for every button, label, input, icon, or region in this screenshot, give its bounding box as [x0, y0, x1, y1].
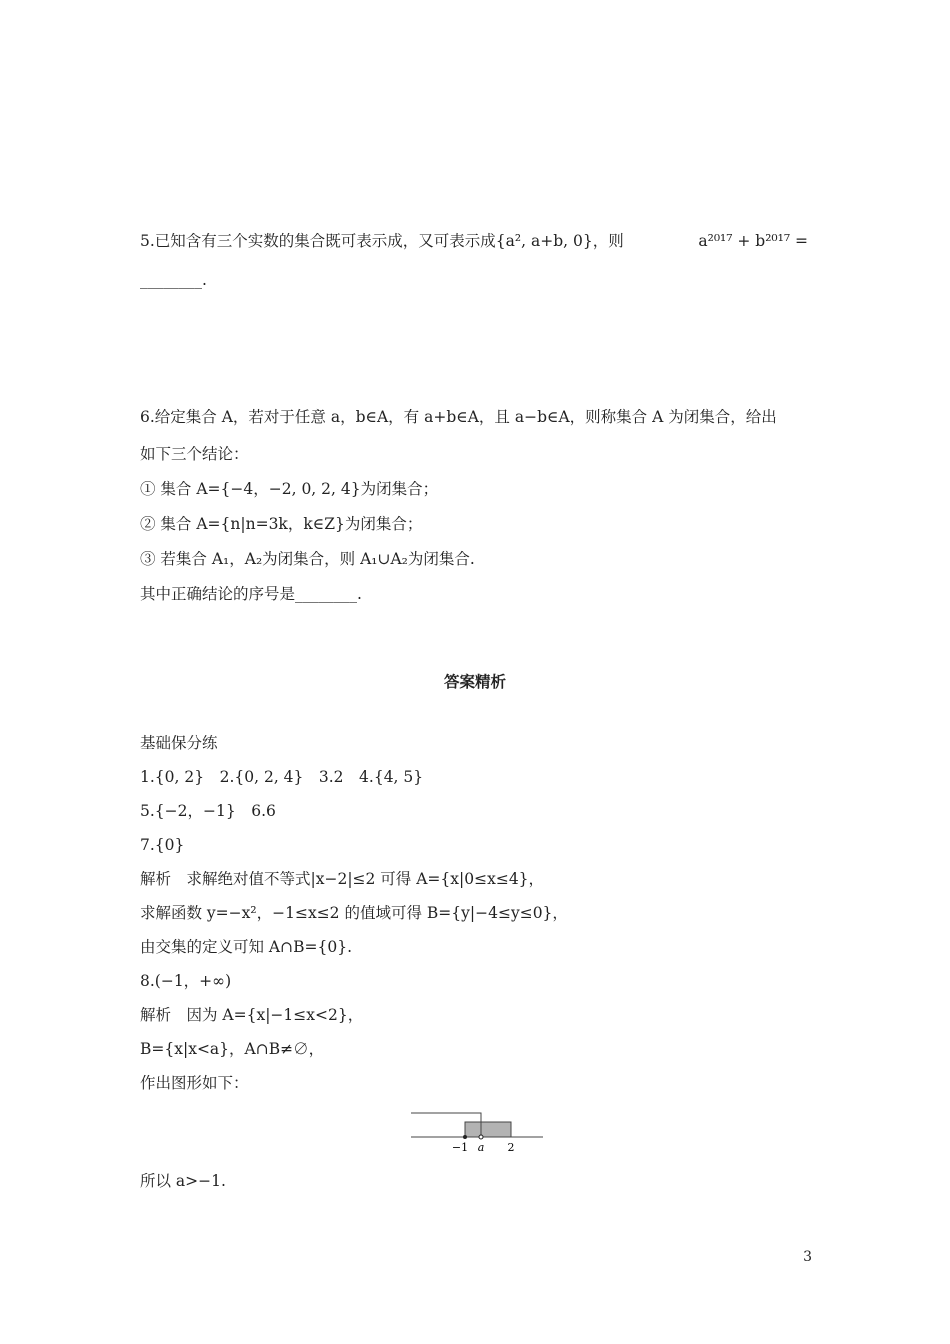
q5-blank: ________. — [140, 271, 207, 289]
answer-7: 7.{0} — [140, 836, 185, 854]
answer-8-step-3: 作出图形如下： — [140, 1074, 249, 1092]
answer-7-step-2: 求解函数 y=−x²，−1≤x≤2 的值域可得 B={y|−4≤y≤0}， — [140, 904, 568, 922]
q6-question: 其中正确结论的序号是________. — [140, 585, 362, 603]
answers-title: 答案精析 — [443, 672, 506, 691]
answer-5-6: 5.{−2，−1} 6.6 — [140, 802, 276, 820]
answer-1-4: 1.{0, 2} 2.{0, 2, 4} 3.2 4.{4, 5} — [140, 768, 424, 786]
tick-label-a: a — [477, 1141, 485, 1154]
q6-conclusion-1: ① 集合 A={−4，−2, 0, 2, 4}为闭集合； — [140, 480, 439, 498]
closed-point — [463, 1135, 467, 1139]
section-title: 基础保分练 — [140, 734, 218, 752]
q6-conclusion-2: ② 集合 A={n|n=3k，k∈Z}为闭集合； — [140, 515, 423, 533]
answer-8-conclusion: 所以 a>−1. — [140, 1172, 226, 1190]
answer-8-step-1: 解析 因为 A={x|−1≤x<2}， — [140, 1006, 364, 1024]
q6-conclusion-3: ③ 若集合 A₁，A₂为闭集合，则 A₁∪A₂为闭集合. — [140, 550, 475, 568]
q6-line1: 6.给定集合 A，若对于任意 a，b∈A，有 a+b∈A，且 a−b∈A，则称集合 A 为闭集合，给出 — [140, 408, 777, 426]
open-point — [479, 1135, 483, 1139]
intersection-shade — [465, 1122, 511, 1137]
q6-line2: 如下三个结论： — [140, 445, 249, 463]
answer-8: 8.(−1，+∞) — [140, 972, 232, 990]
answer-7-step-1: 解析 求解绝对值不等式|x−2|≤2 可得 A={x|0≤x≤4}， — [140, 870, 545, 888]
number-line-figure — [405, 1105, 550, 1157]
tick-label-neg1: −1 — [451, 1141, 469, 1154]
answer-7-step-3: 由交集的定义可知 A∩B={0}. — [140, 938, 352, 956]
tick-label-2: 2 — [507, 1141, 515, 1154]
q5-line1-tail: a²⁰¹⁷ + b²⁰¹⁷ = — [698, 232, 808, 250]
q5-line1: 5.已知含有三个实数的集合既可表示成，又可表示成{a², a+b, 0}，则 — [140, 232, 624, 250]
page-number: 3 — [803, 1249, 812, 1265]
answer-8-step-2: B={x|x<a}，A∩B≠∅， — [140, 1040, 325, 1058]
